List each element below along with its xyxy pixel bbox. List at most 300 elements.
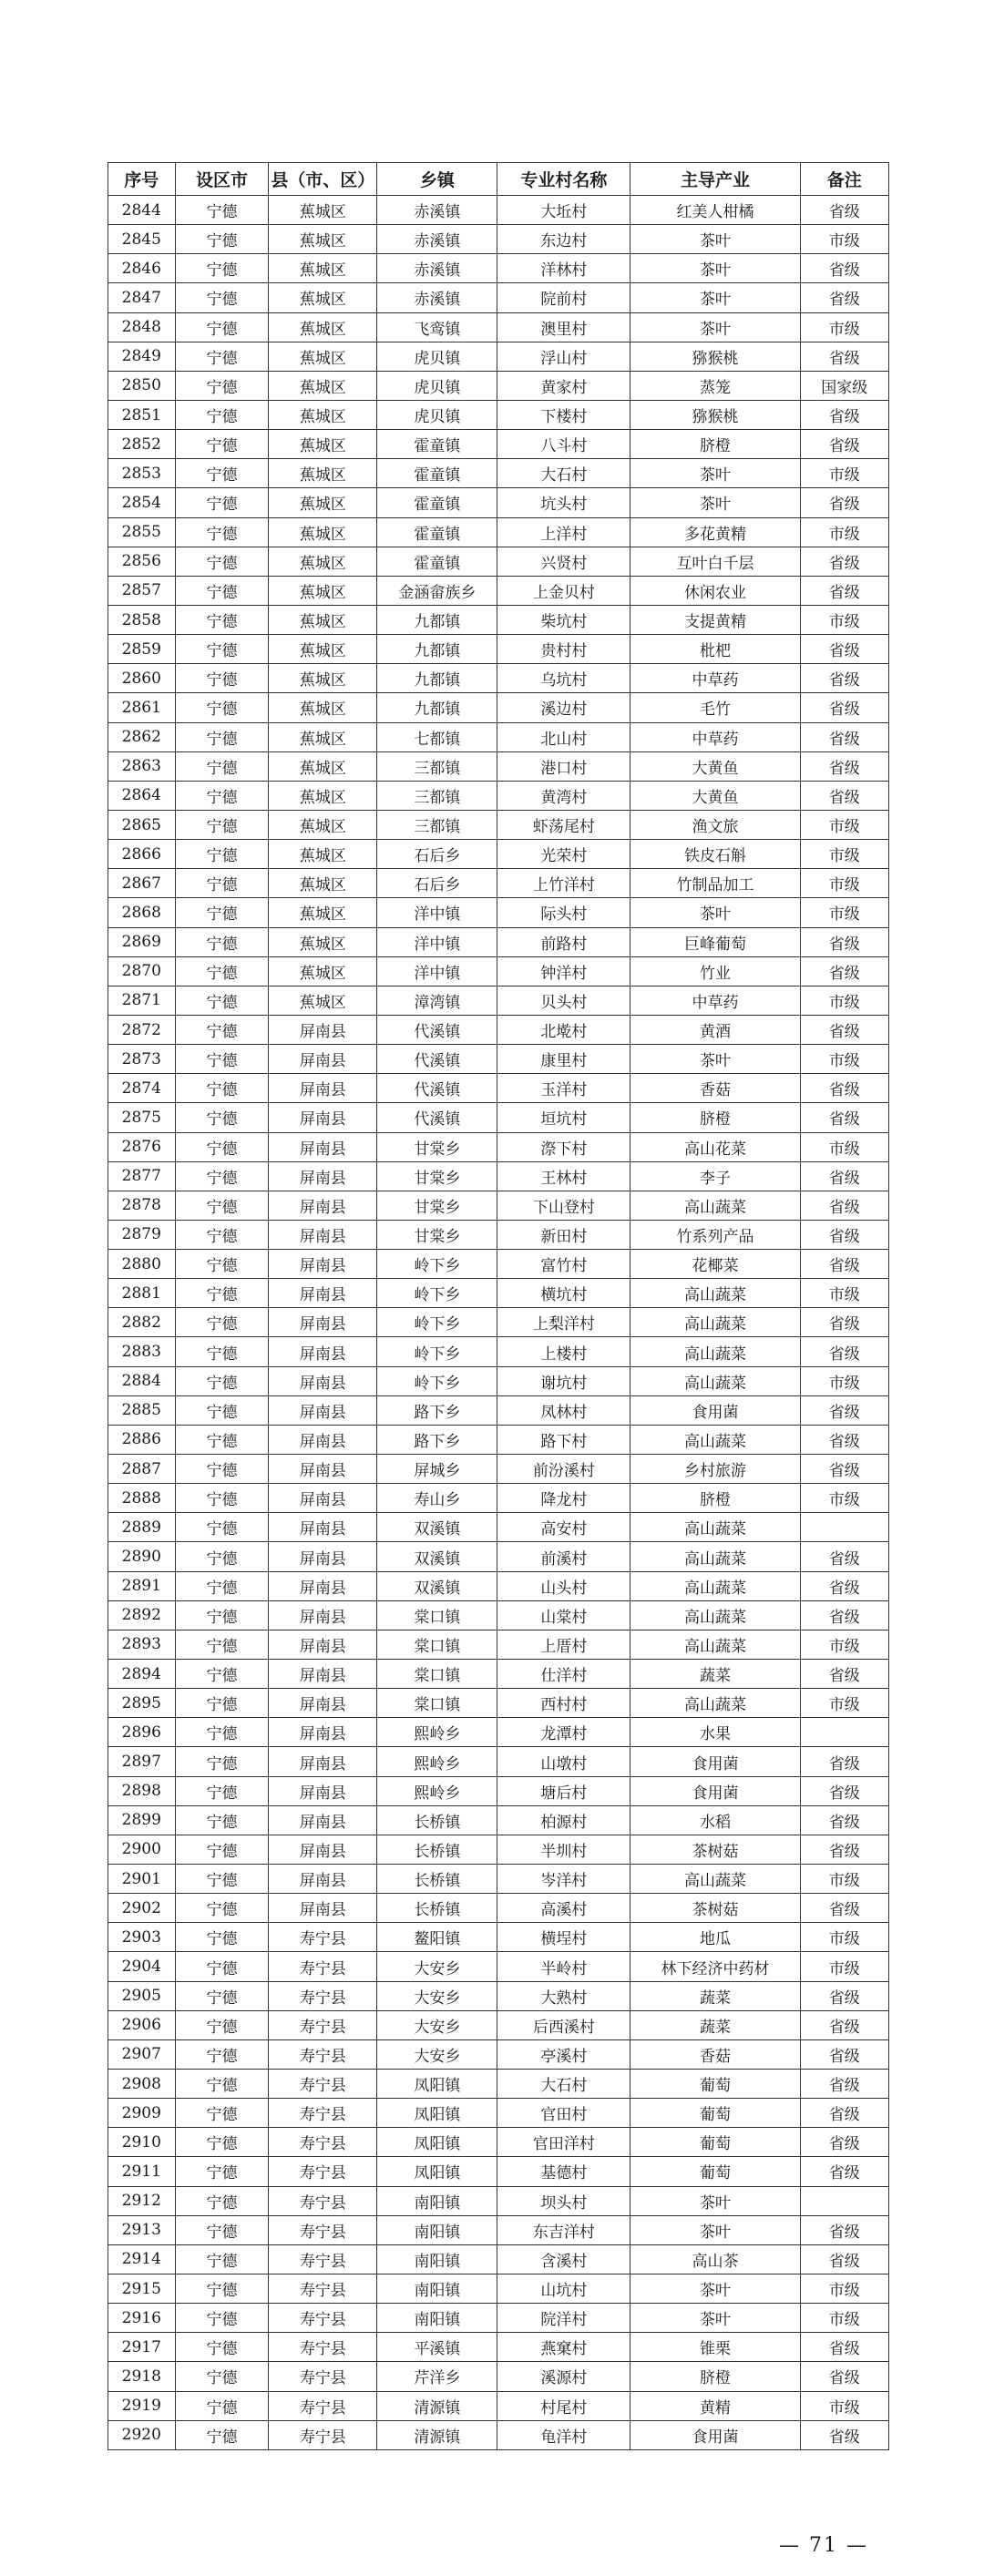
table-row [108, 1660, 889, 1689]
cell-note: 省级 [800, 1191, 888, 1220]
cell-seq: 2895 [108, 1689, 176, 1718]
table-row [108, 1308, 889, 1337]
cell-village: 洋林村 [497, 254, 630, 283]
cell-village: 山棠村 [497, 1600, 630, 1630]
cell-industry: 食用菌 [630, 2420, 800, 2449]
cell-city: 宁德 [175, 1981, 269, 2010]
table-row [108, 1981, 889, 2010]
cell-village: 官田洋村 [497, 2128, 630, 2157]
cell-town: 屏城乡 [377, 1455, 497, 1484]
cell-county: 寿宁县 [269, 2010, 377, 2039]
cell-town: 金涵畲族乡 [377, 576, 497, 605]
cell-seq: 2901 [108, 1865, 176, 1894]
cell-industry: 蔬菜 [630, 1660, 800, 1689]
cell-county: 寿宁县 [269, 2333, 377, 2362]
cell-county: 寿宁县 [269, 1952, 377, 1981]
cell-seq: 2878 [108, 1191, 176, 1220]
table-row [108, 1542, 889, 1571]
cell-town: 岭下乡 [377, 1250, 497, 1279]
cell-industry: 茶叶 [630, 2215, 800, 2244]
cell-county: 寿宁县 [269, 2244, 377, 2274]
cell-village: 垣坑村 [497, 1103, 630, 1132]
table-row [108, 1425, 889, 1454]
table-row [108, 2010, 889, 2039]
cell-town: 甘棠乡 [377, 1132, 497, 1161]
cell-town: 七都镇 [377, 722, 497, 751]
cell-county: 蕉城区 [269, 605, 377, 634]
cell-city: 宁德 [175, 635, 269, 664]
cell-village: 玉洋村 [497, 1074, 630, 1103]
cell-city: 宁德 [175, 1630, 269, 1659]
cell-industry: 水果 [630, 1718, 800, 1747]
cell-note: 市级 [800, 1865, 888, 1894]
cell-seq: 2882 [108, 1308, 176, 1337]
cell-city: 宁德 [175, 254, 269, 283]
cell-county: 屏南县 [269, 1161, 377, 1191]
cell-town: 霍童镇 [377, 430, 497, 459]
cell-county: 蕉城区 [269, 254, 377, 283]
table-row [108, 810, 889, 839]
cell-county: 寿宁县 [269, 2274, 377, 2303]
cell-town: 平溪镇 [377, 2333, 497, 2362]
cell-city: 宁德 [175, 2070, 269, 2099]
cell-county: 屏南县 [269, 1191, 377, 1220]
cell-town: 双溪镇 [377, 1571, 497, 1600]
cell-note: 省级 [800, 2070, 888, 2099]
cell-city: 宁德 [175, 1308, 269, 1337]
cell-town: 洋中镇 [377, 927, 497, 956]
cell-note: 省级 [800, 664, 888, 693]
cell-village: 前路村 [497, 927, 630, 956]
cell-town: 代溪镇 [377, 1103, 497, 1132]
cell-county: 蕉城区 [269, 283, 377, 312]
cell-county: 屏南县 [269, 1513, 377, 1542]
cell-note: 省级 [800, 1015, 888, 1044]
cell-county: 屏南县 [269, 1074, 377, 1103]
cell-industry: 高山茶 [630, 2244, 800, 2274]
cell-industry: 高山蔬菜 [630, 1689, 800, 1718]
cell-city: 宁德 [175, 1894, 269, 1923]
cell-county: 蕉城区 [269, 956, 377, 986]
cell-village: 山坑村 [497, 2274, 630, 2303]
cell-village: 溪边村 [497, 693, 630, 722]
cell-village: 降龙村 [497, 1484, 630, 1513]
cell-industry: 食用菌 [630, 1747, 800, 1776]
cell-city: 宁德 [175, 927, 269, 956]
cell-industry: 茶叶 [630, 898, 800, 927]
cell-seq: 2885 [108, 1395, 176, 1425]
cell-industry: 高山蔬菜 [630, 1191, 800, 1220]
cell-industry: 高山蔬菜 [630, 1279, 800, 1308]
cell-seq: 2869 [108, 927, 176, 956]
cell-county: 蕉城区 [269, 576, 377, 605]
cell-note: 省级 [800, 2010, 888, 2039]
cell-industry: 高山蔬菜 [630, 1425, 800, 1454]
cell-city: 宁德 [175, 1542, 269, 1571]
cell-county: 屏南县 [269, 1425, 377, 1454]
cell-town: 岭下乡 [377, 1337, 497, 1366]
cell-county: 屏南县 [269, 1103, 377, 1132]
cell-village: 塘后村 [497, 1776, 630, 1805]
cell-note: 市级 [800, 986, 888, 1015]
cell-village: 上厝村 [497, 1630, 630, 1659]
table-row [108, 1718, 889, 1747]
cell-note: 省级 [800, 1337, 888, 1366]
cell-seq: 2851 [108, 400, 176, 429]
cell-village: 岑洋村 [497, 1865, 630, 1894]
cell-town: 虎贝镇 [377, 342, 497, 371]
cell-town: 虎贝镇 [377, 371, 497, 400]
cell-city: 宁德 [175, 1689, 269, 1718]
cell-note: 省级 [800, 430, 888, 459]
cell-town: 赤溪镇 [377, 196, 497, 225]
cell-seq: 2890 [108, 1542, 176, 1571]
cell-city: 宁德 [175, 1015, 269, 1044]
cell-village: 基德村 [497, 2157, 630, 2186]
cell-industry: 茶叶 [630, 2304, 800, 2333]
cell-seq: 2893 [108, 1630, 176, 1659]
cell-industry: 高山蔬菜 [630, 1513, 800, 1542]
cell-note: 市级 [800, 459, 888, 488]
cell-industry: 黄精 [630, 2391, 800, 2420]
cell-town: 大安乡 [377, 1981, 497, 2010]
cell-village: 东边村 [497, 225, 630, 254]
table-row [108, 2099, 889, 2128]
cell-county: 蕉城区 [269, 840, 377, 869]
cell-county: 蕉城区 [269, 517, 377, 547]
cell-seq: 2896 [108, 1718, 176, 1747]
cell-industry: 竹制品加工 [630, 869, 800, 898]
table-row [108, 2362, 889, 2391]
cell-industry: 中草药 [630, 722, 800, 751]
cell-village: 乌坑村 [497, 664, 630, 693]
cell-note: 省级 [800, 1542, 888, 1571]
cell-seq: 2910 [108, 2128, 176, 2157]
table-row [108, 1923, 889, 1952]
cell-seq: 2873 [108, 1045, 176, 1074]
cell-county: 屏南县 [269, 1395, 377, 1425]
cell-town: 九都镇 [377, 605, 497, 634]
table-row [108, 430, 889, 459]
table-row [108, 1805, 889, 1835]
cell-seq: 2892 [108, 1600, 176, 1630]
cell-industry: 香菇 [630, 1074, 800, 1103]
cell-county: 蕉城区 [269, 986, 377, 1015]
cell-note: 省级 [800, 342, 888, 371]
cell-industry: 茶叶 [630, 283, 800, 312]
cell-county: 蕉城区 [269, 927, 377, 956]
cell-city: 宁德 [175, 1074, 269, 1103]
cell-note: 市级 [800, 312, 888, 342]
table-row [108, 1747, 889, 1776]
cell-note: 省级 [800, 1776, 888, 1805]
cell-town: 漳湾镇 [377, 986, 497, 1015]
cell-town: 霍童镇 [377, 459, 497, 488]
cell-town: 洋中镇 [377, 898, 497, 927]
cell-seq: 2853 [108, 459, 176, 488]
table-row [108, 751, 889, 781]
table-row [108, 986, 889, 1015]
cell-village: 路下村 [497, 1425, 630, 1454]
cell-county: 蕉城区 [269, 898, 377, 927]
cell-city: 宁德 [175, 1718, 269, 1747]
cell-note: 国家级 [800, 371, 888, 400]
cell-town: 棠口镇 [377, 1630, 497, 1659]
cell-town: 路下乡 [377, 1395, 497, 1425]
cell-industry: 香菇 [630, 2039, 800, 2069]
cell-village: 东吉洋村 [497, 2215, 630, 2244]
cell-seq: 2912 [108, 2186, 176, 2215]
cell-industry: 铁皮石斛 [630, 840, 800, 869]
cell-county: 屏南县 [269, 1308, 377, 1337]
table-row [108, 2215, 889, 2244]
table-row [108, 2186, 889, 2215]
cell-county: 屏南县 [269, 1279, 377, 1308]
table-row [108, 2304, 889, 2333]
cell-note: 省级 [800, 1074, 888, 1103]
cell-industry: 高山蔬菜 [630, 1630, 800, 1659]
cell-seq: 2894 [108, 1660, 176, 1689]
cell-town: 三都镇 [377, 751, 497, 781]
cell-seq: 2903 [108, 1923, 176, 1952]
cell-city: 宁德 [175, 1279, 269, 1308]
header-city: 设区市 [175, 163, 269, 196]
cell-city: 宁德 [175, 312, 269, 342]
cell-village: 含溪村 [497, 2244, 630, 2274]
cell-county: 屏南县 [269, 1630, 377, 1659]
cell-note: 市级 [800, 1630, 888, 1659]
table-row [108, 840, 889, 869]
cell-town: 九都镇 [377, 693, 497, 722]
cell-city: 宁德 [175, 459, 269, 488]
cell-town: 岭下乡 [377, 1308, 497, 1337]
cell-city: 宁德 [175, 1366, 269, 1395]
cell-village: 富竹村 [497, 1250, 630, 1279]
cell-town: 南阳镇 [377, 2244, 497, 2274]
table-row [108, 956, 889, 986]
cell-city: 宁德 [175, 1776, 269, 1805]
cell-county: 屏南县 [269, 1132, 377, 1161]
cell-city: 宁德 [175, 2333, 269, 2362]
cell-industry: 茶树菇 [630, 1835, 800, 1864]
table-row [108, 2070, 889, 2099]
cell-seq: 2884 [108, 1366, 176, 1395]
header-industry: 主导产业 [630, 163, 800, 196]
cell-seq: 2854 [108, 488, 176, 517]
cell-county: 屏南县 [269, 1571, 377, 1600]
cell-note: 市级 [800, 1923, 888, 1952]
cell-city: 宁德 [175, 810, 269, 839]
cell-town: 棠口镇 [377, 1689, 497, 1718]
cell-seq: 2888 [108, 1484, 176, 1513]
header-seq: 序号 [108, 163, 176, 196]
cell-city: 宁德 [175, 898, 269, 927]
cell-seq: 2867 [108, 869, 176, 898]
cell-seq: 2847 [108, 283, 176, 312]
cell-industry: 休闲农业 [630, 576, 800, 605]
table-row [108, 517, 889, 547]
table-row [108, 400, 889, 429]
cell-note: 市级 [800, 2304, 888, 2333]
cell-county: 屏南县 [269, 1366, 377, 1395]
cell-industry: 食用菌 [630, 1395, 800, 1425]
cell-note: 市级 [800, 1045, 888, 1074]
table-row [108, 196, 889, 225]
cell-town: 赤溪镇 [377, 225, 497, 254]
cell-note: 市级 [800, 2274, 888, 2303]
cell-industry: 脐橙 [630, 2362, 800, 2391]
cell-county: 屏南县 [269, 1600, 377, 1630]
cell-seq: 2902 [108, 1894, 176, 1923]
cell-city: 宁德 [175, 196, 269, 225]
cell-city: 宁德 [175, 664, 269, 693]
table-row [108, 605, 889, 634]
table-row [108, 1484, 889, 1513]
cell-note: 市级 [800, 517, 888, 547]
cell-town: 代溪镇 [377, 1074, 497, 1103]
cell-city: 宁德 [175, 1571, 269, 1600]
cell-county: 蕉城区 [269, 781, 377, 810]
table-row [108, 283, 889, 312]
cell-industry: 花椰菜 [630, 1250, 800, 1279]
cell-village: 贵村村 [497, 635, 630, 664]
cell-city: 宁德 [175, 1660, 269, 1689]
cell-city: 宁德 [175, 722, 269, 751]
cell-town: 熙岭乡 [377, 1718, 497, 1747]
cell-village: 大石村 [497, 2070, 630, 2099]
cell-industry: 茶叶 [630, 254, 800, 283]
cell-industry: 茶叶 [630, 2186, 800, 2215]
cell-seq: 2900 [108, 1835, 176, 1864]
cell-town: 凤阳镇 [377, 2070, 497, 2099]
cell-village: 半圳村 [497, 1835, 630, 1864]
cell-county: 蕉城区 [269, 196, 377, 225]
cell-town: 双溪镇 [377, 1513, 497, 1542]
cell-city: 宁德 [175, 2304, 269, 2333]
cell-industry: 蒸笼 [630, 371, 800, 400]
cell-village: 黄家村 [497, 371, 630, 400]
cell-city: 宁德 [175, 986, 269, 1015]
cell-town: 岭下乡 [377, 1366, 497, 1395]
cell-note: 省级 [800, 1250, 888, 1279]
cell-county: 蕉城区 [269, 459, 377, 488]
cell-industry: 巨峰葡萄 [630, 927, 800, 956]
cell-town: 双溪镇 [377, 1542, 497, 1571]
cell-industry: 锥栗 [630, 2333, 800, 2362]
cell-seq: 2897 [108, 1747, 176, 1776]
table-row [108, 342, 889, 371]
cell-city: 宁德 [175, 1132, 269, 1161]
cell-seq: 2855 [108, 517, 176, 547]
cell-county: 蕉城区 [269, 225, 377, 254]
cell-town: 凤阳镇 [377, 2157, 497, 2186]
cell-seq: 2907 [108, 2039, 176, 2069]
cell-city: 宁德 [175, 225, 269, 254]
table-row [108, 1865, 889, 1894]
table-row [108, 1366, 889, 1395]
table-row [108, 459, 889, 488]
cell-industry: 竹系列产品 [630, 1220, 800, 1249]
cell-city: 宁德 [175, 517, 269, 547]
cell-village: 院前村 [497, 283, 630, 312]
cell-village: 村尾村 [497, 2391, 630, 2420]
cell-seq: 2870 [108, 956, 176, 986]
table-row [108, 635, 889, 664]
table-row [108, 2274, 889, 2303]
cell-county: 蕉城区 [269, 751, 377, 781]
table-row [108, 488, 889, 517]
cell-note: 省级 [800, 1571, 888, 1600]
cell-note [800, 2186, 888, 2215]
cell-village: 际头村 [497, 898, 630, 927]
cell-village: 半岭村 [497, 1952, 630, 1981]
cell-seq: 2915 [108, 2274, 176, 2303]
cell-seq: 2898 [108, 1776, 176, 1805]
cell-industry: 大黄鱼 [630, 751, 800, 781]
cell-industry: 高山蔬菜 [630, 1600, 800, 1630]
cell-city: 宁德 [175, 576, 269, 605]
cell-note: 省级 [800, 1835, 888, 1864]
cell-village: 西村村 [497, 1689, 630, 1718]
cell-county: 屏南县 [269, 1015, 377, 1044]
cell-industry: 中草药 [630, 986, 800, 1015]
cell-village: 柏源村 [497, 1805, 630, 1835]
cell-note: 市级 [800, 1484, 888, 1513]
cell-seq: 2914 [108, 2244, 176, 2274]
cell-note: 市级 [800, 869, 888, 898]
cell-town: 赤溪镇 [377, 254, 497, 283]
cell-seq: 2920 [108, 2420, 176, 2449]
cell-industry: 高山蔬菜 [630, 1308, 800, 1337]
cell-note [800, 1513, 888, 1542]
table-header-row [108, 163, 889, 196]
cell-county: 寿宁县 [269, 1981, 377, 2010]
cell-village: 北山村 [497, 722, 630, 751]
cell-village: 虾荡尾村 [497, 810, 630, 839]
cell-seq: 2852 [108, 430, 176, 459]
cell-note: 省级 [800, 196, 888, 225]
cell-village: 下楼村 [497, 400, 630, 429]
cell-city: 宁德 [175, 605, 269, 634]
cell-note: 省级 [800, 1805, 888, 1835]
cell-seq: 2844 [108, 196, 176, 225]
table-row [108, 1250, 889, 1279]
table-row [108, 254, 889, 283]
cell-city: 宁德 [175, 1045, 269, 1074]
cell-note: 省级 [800, 1308, 888, 1337]
header-village: 专业村名称 [497, 163, 630, 196]
cell-note: 省级 [800, 927, 888, 956]
cell-town: 霍童镇 [377, 517, 497, 547]
cell-town: 长桥镇 [377, 1865, 497, 1894]
table-row [108, 1776, 889, 1805]
cell-city: 宁德 [175, 1103, 269, 1132]
cell-town: 石后乡 [377, 869, 497, 898]
cell-city: 宁德 [175, 751, 269, 781]
cell-seq: 2874 [108, 1074, 176, 1103]
cell-county: 寿宁县 [269, 2157, 377, 2186]
cell-note: 省级 [800, 1220, 888, 1249]
cell-note: 省级 [800, 956, 888, 986]
cell-city: 宁德 [175, 2274, 269, 2303]
page-number: — 71 — [779, 2534, 868, 2557]
cell-note: 省级 [800, 1981, 888, 2010]
cell-note: 省级 [800, 693, 888, 722]
cell-seq: 2861 [108, 693, 176, 722]
cell-industry: 水稻 [630, 1805, 800, 1835]
cell-town: 三都镇 [377, 810, 497, 839]
cell-town: 甘棠乡 [377, 1161, 497, 1191]
